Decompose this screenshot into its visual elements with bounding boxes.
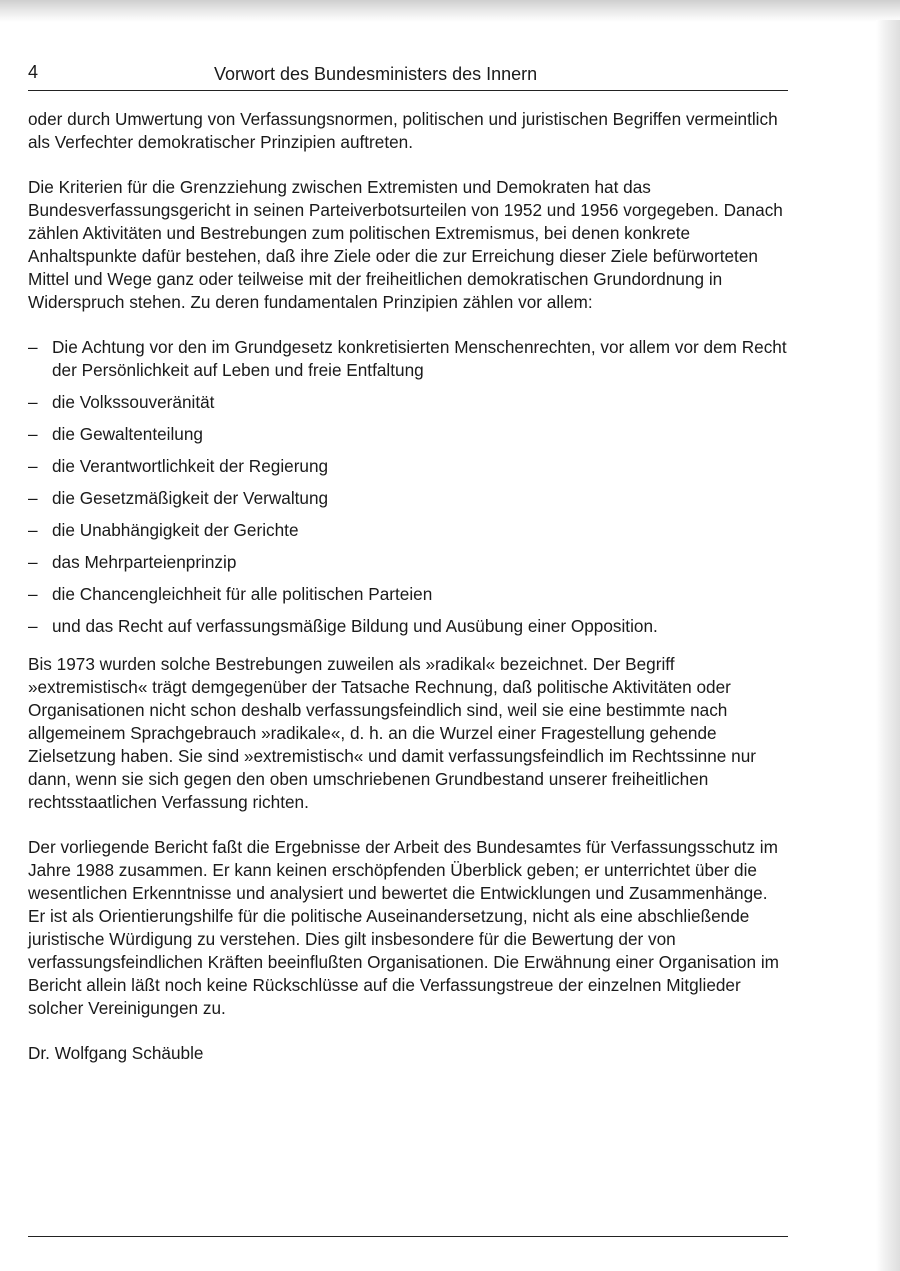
dash-marker: – [28,488,38,508]
principles-list [28,336,788,638]
list-item-text: die Gewaltenteilung [52,424,203,444]
dash-marker: – [28,552,38,572]
page-header [28,58,788,91]
list-item [28,423,788,446]
footer-rule [28,1236,788,1237]
list-item [28,391,788,414]
paragraph: Der vorliegende Bericht faßt die Ergebnisse der Arbeit des Bundesamtes für Verfassungsschutz im Jahre 1988 zusammen. Er kann keinen erschöpfenden Überblick geben; er unterrichtet über die wesentlichen Erkenntnisse und analysiert und bewertet die Entwicklungen und Zusammenhänge. Er ist als Orientierungshilfe für die politische Auseinandersetzung, nicht als eine abschließende juristische Würdigung zu verstehen. Dies gilt insbesondere für die Bewertung der von verfassungsfeindlichen Kräften beeinflußten Organisationen. Die Erwähnung einer Organisation im Bericht allein läßt noch keine Rückschlüsse auf die Verfassungstreue der einzelnen Mitglieder solcher Vereinigungen zu. [28,837,779,1018]
scan-shadow-top [0,0,900,22]
dash-marker: – [28,584,38,604]
list-item-text: das Mehrparteienprinzip [52,552,237,572]
dash-marker: – [28,616,38,636]
dash-marker: – [28,337,38,357]
list-item-text: die Verantwortlichkeit der Regierung [52,456,329,476]
dash-marker: – [28,424,38,444]
list-item [28,455,788,478]
list-item [28,615,788,638]
paragraph: Bis 1973 wurden solche Bestrebungen zuweilen als »radikal« bezeichnet. Der Begriff »extremistisch« trägt demgegenüber der Tatsache Rechnung, daß politische Aktivitäten oder Organisationen nicht schon deshalb verfassungsfeindlich sind, weil sie eine bestimmte nach allgemeinem Sprachgebrauch »radikale«, d. h. an die Wurzel einer Fragestellung gehende Zielsetzung haben. Sie sind »extremistisch« und damit verfassungsfeindlich im Rechtssinne nur dann, wenn sie sich gegen den oben umschriebenen Grundbestand unserer freiheitlichen rechtsstaatlichen Verfassung richten. [28,654,756,812]
list-item-text: und das Recht auf verfassungsmäßige Bildung und Ausübung einer Opposition. [52,616,658,636]
list-item-text: Die Achtung vor den im Grundgesetz konkretisierten Menschenrechten, vor allem vor dem Recht der Persönlichkeit auf Leben und freie Entfaltung [52,337,787,380]
paragraph: oder durch Umwertung von Verfassungsnormen, politischen und juristischen Begriffen vermeintlich als Verfechter demokratischer Prinzipien auftreten. [28,109,778,152]
body-text [28,91,788,1065]
document-page [28,58,788,1087]
signature: Dr. Wolfgang Schäuble [28,1043,204,1063]
running-head: Vorwort des Bundesministers des Innern [214,64,538,84]
list-item-text: die Gesetzmäßigkeit der Verwaltung [52,488,329,508]
page-number: 4 [28,62,39,82]
dash-marker: – [28,392,38,412]
list-item-text: die Unabhängigkeit der Gerichte [52,520,299,540]
list-item [28,583,788,606]
list-item-text: die Chancengleichheit für alle politischen Parteien [52,584,433,604]
scan-shadow-right [876,20,900,1271]
list-item [28,519,788,542]
dash-marker: – [28,520,38,540]
list-item [28,336,788,382]
list-item [28,487,788,510]
list-item [28,551,788,574]
list-item-text: die Volkssouveränität [52,392,215,412]
paragraph: Die Kriterien für die Grenzziehung zwischen Extremisten und Demokraten hat das Bundesverfassungsgericht in seinen Parteiverbotsurteilen von 1952 und 1956 vorgegeben. Danach zählen Aktivitäten und Bestrebungen zum politischen Extremismus, bei denen konkrete Anhaltspunkte dafür bestehen, daß ihre Ziele oder die zur Erreichung dieser Ziele befürworteten Mittel und Wege ganz oder teilweise mit der freiheitlichen demokratischen Grundordnung in Widerspruch stehen. Zu deren fundamentalen Prinzipien zählen vor allem: [28,177,783,312]
dash-marker: – [28,456,38,476]
